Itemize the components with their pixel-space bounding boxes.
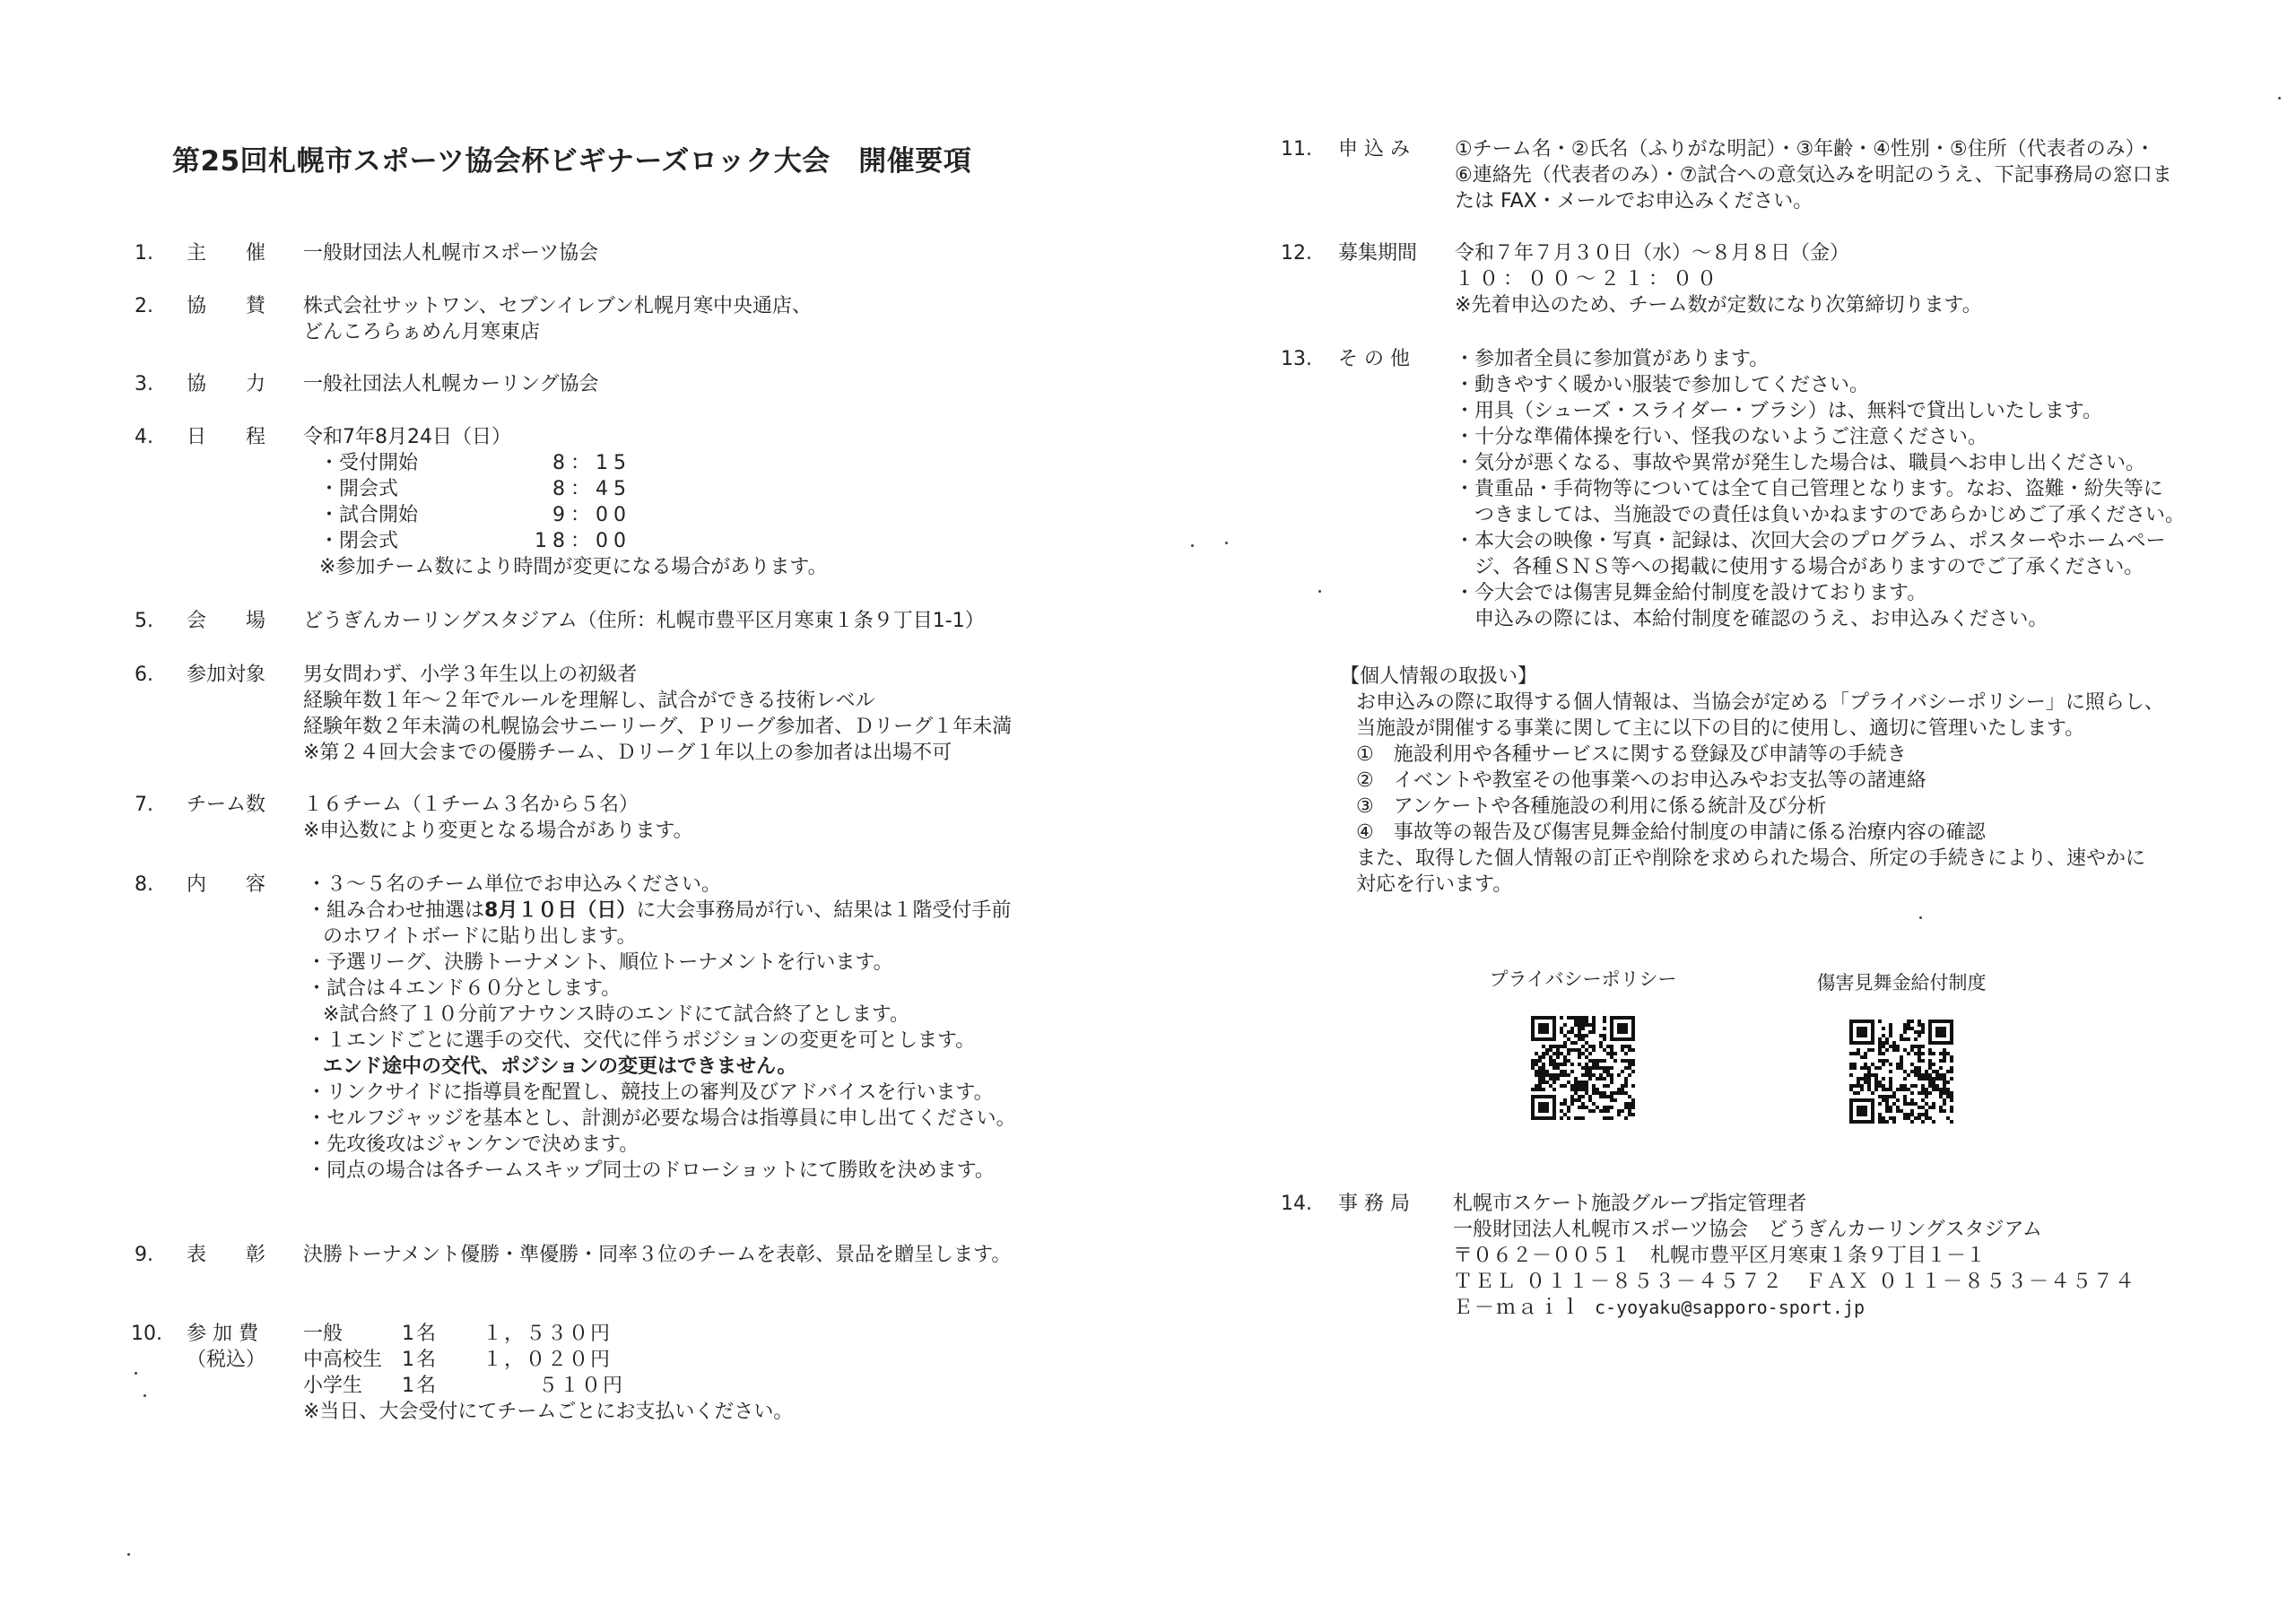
- privacy-item: ① 施設利用や各種サービスに関する登録及び申請等の手続き: [1356, 743, 1907, 766]
- section-label: そ の 他: [1338, 348, 1410, 370]
- scan-speck: [1225, 542, 1228, 544]
- section-text: ・貴重品・手荷物等については全て自己管理となります。なお、盗難・紛失等に: [1455, 478, 2163, 500]
- qr-caption: プライバシーポリシー: [1489, 968, 1677, 990]
- section-label: 募集期間: [1338, 242, 1418, 265]
- section-label: 参 加 費: [187, 1323, 258, 1345]
- section-sublabel: （税込）: [187, 1349, 266, 1371]
- section-label: 事 務 局: [1338, 1193, 1410, 1215]
- period-date: 令和７年７月３０日（水）～８月８日（金）: [1455, 242, 1850, 265]
- section-text: ・参加者全員に参加賞があります。: [1455, 348, 1770, 370]
- scan-speck: [2278, 97, 2281, 100]
- period-note: ※先着申込のため、チーム数が定数になり次第締切ります。: [1455, 294, 1982, 317]
- section-text: ・用具（シューズ・スライダー・ブラシ）は、無料で貸出しいたします。: [1455, 400, 2103, 422]
- section-text: ・同点の場合は各チームスキップ同士のドローショットにて勝敗を決めます。: [307, 1159, 995, 1182]
- section-text: ※試合終了１０分前アナウンス時のエンドにて試合終了とします。: [323, 1003, 910, 1026]
- section-text: ・予選リーグ、決勝トーナメント、順位トーナメントを行います。: [307, 951, 893, 974]
- section-number: 11.: [1281, 138, 1312, 161]
- section-text: 経験年数１年～２年でルールを理解し、試合ができる技術レベル: [303, 690, 875, 712]
- section-label: 参加対象: [187, 664, 266, 686]
- section-number: 4.: [135, 426, 153, 448]
- section-number: 6.: [135, 664, 153, 686]
- scan-speck: [1919, 916, 1922, 919]
- office-phone-fax: ＴＥＬ ０１１－８５３－４５７２ ＦＡＸ ０１１－８５３－４５７４: [1453, 1271, 2136, 1293]
- scan-speck: [1191, 544, 1194, 547]
- section-text: ・セルフジャッジを基本とし、計測が必要な場合は指導員に申し出てください。: [307, 1107, 1016, 1130]
- section-text: 経験年数２年未満の札幌協会サニーリーグ、Ｐリーグ参加者、Ｄリーグ１年未満: [303, 716, 1013, 738]
- section-number: 1.: [135, 242, 153, 265]
- section-text: ・本大会の映像・写真・記録は、次回大会のプログラム、ポスターやホームペー: [1455, 530, 2166, 552]
- schedule-row: ・試合開始 9：00: [319, 504, 631, 526]
- section-text: 株式会社サットワン、セブンイレブン札幌月寒中央通店、: [303, 295, 812, 317]
- section-text: どうぎんカーリングスタジアム（住所：札幌市豊平区月寒東１条９丁目1-1）: [303, 610, 985, 632]
- qr-privacy-policy[interactable]: [1462, 967, 1704, 1127]
- schedule-row: ・閉会式 18：00: [319, 530, 631, 552]
- qr-code-icon[interactable]: [1849, 1020, 1953, 1124]
- privacy-text: また、取得した個人情報の訂正や削除を求められた場合、所定の手続きにより、速やかに: [1356, 847, 2146, 870]
- qr-injury-benefit[interactable]: [1780, 970, 2022, 1131]
- privacy-notice: [1340, 664, 2164, 898]
- section-text: 一般財団法人札幌市スポーツ協会: [303, 242, 599, 265]
- section-label: 日 程: [187, 426, 266, 448]
- scan-speck: [1318, 590, 1321, 593]
- privacy-text: 当施設が開催する事業に関して主に以下の目的に使用し、適切に管理いたします。: [1356, 717, 2085, 740]
- office-text: 札幌市スケート施設グループ指定管理者: [1453, 1193, 1807, 1215]
- section-text: つきましては、当施設での責任は負いかねますのであらかじめご了承ください。: [1455, 504, 2186, 526]
- office-email-line: Ｅ－ｍａｉｌ c-yoyaku@sapporo-sport.jp: [1453, 1297, 1866, 1319]
- section-text: ・先攻後攻はジャンケンで決めます。: [307, 1133, 639, 1156]
- privacy-text: お申込みの際に取得する個人情報は、当協会が定める「プライバシーポリシー」に照らし、: [1356, 691, 2164, 714]
- draw-date-line: ・組み合わせ抽選は8月１０日（日）に大会事務局が行い、結果は１階受付手前: [307, 899, 1012, 922]
- section-label: 内 容: [187, 873, 266, 896]
- section-text-bold: エンド途中の交代、ポジションの変更はできません。: [323, 1055, 797, 1078]
- scan-speck: [144, 1394, 146, 1397]
- section-number: 5.: [135, 610, 153, 632]
- fee-row: 小学生 1名 ５１０円: [303, 1375, 625, 1397]
- schedule-note: ※参加チーム数により時間が変更になる場合があります。: [319, 556, 828, 578]
- section-text: ※申込数により変更となる場合があります。: [303, 820, 693, 842]
- section-text: ・気分が悪くなる、事故や異常が発生した場合は、職員へお申し出ください。: [1455, 452, 2146, 474]
- privacy-item: ② イベントや教室その他事業へのお申込みやお支払等の諸連絡: [1356, 769, 1926, 792]
- section-number: 12.: [1281, 242, 1312, 265]
- qr-caption: 傷害見舞金給付制度: [1816, 972, 1987, 994]
- section-text: 男女問わず、小学３年生以上の初級者: [303, 664, 638, 686]
- section-label: 主 催: [187, 242, 266, 265]
- section-text: １６チーム（１チーム３名から５名）: [303, 794, 639, 816]
- section-text: 決勝トーナメント優勝・準優勝・同率３位のチームを表彰、景品を贈呈します。: [303, 1244, 1012, 1266]
- fee-note: ※当日、大会受付にてチームごとにお支払いください。: [303, 1401, 794, 1423]
- section-number: 2.: [135, 295, 153, 317]
- section-label: 協 賛: [187, 295, 266, 317]
- qr-code-icon[interactable]: [1531, 1016, 1635, 1120]
- schedule-date: 令和7年8月24日（日）: [303, 426, 511, 448]
- section-number: 7.: [135, 794, 153, 816]
- section-text: 申込みの際には、本給付制度を確認のうえ、お申込みください。: [1455, 608, 2048, 630]
- section-label: 表 彰: [187, 1244, 266, 1266]
- section-text: 一般社団法人札幌カーリング協会: [303, 373, 599, 395]
- section-label: 申 込 み: [1338, 138, 1410, 161]
- office-text: 一般財団法人札幌市スポーツ協会 どうぎんカーリングスタジアム: [1453, 1219, 2042, 1241]
- section-text: ・リンクサイドに指導員を配置し、競技上の審判及びアドバイスを行います。: [307, 1081, 994, 1104]
- fee-row: 中高校生 1名 １，０２０円: [303, 1349, 613, 1371]
- section-text: ⑥連絡先（代表者のみ）・⑦試合への意気込みを明記のうえ、下記事務局の窓口ま: [1455, 164, 2172, 187]
- office-address: 〒０６２－００５１ 札幌市豊平区月寒東１条９丁目１－１: [1453, 1245, 1987, 1267]
- section-text: たは FAX・メールでお申込みください。: [1455, 190, 1813, 213]
- scan-speck: [127, 1553, 130, 1556]
- section-label: 協 力: [187, 373, 266, 395]
- section-label: チーム数: [187, 794, 266, 816]
- page-title: 第25回札幌市スポーツ協会杯ビギナーズロック大会 開催要項: [172, 145, 972, 178]
- schedule-row: ・受付開始 8：15: [319, 452, 631, 474]
- privacy-item: ④ 事故等の報告及び傷害見舞金給付制度の申請に係る治療内容の確認: [1356, 821, 1986, 844]
- section-text: のホワイトボードに貼り出します。: [323, 925, 637, 948]
- section-number: 9.: [135, 1244, 153, 1266]
- section-text: ・１エンドごとに選手の交代、交代に伴うポジションの変更を可とします。: [307, 1029, 976, 1052]
- section-number: 13.: [1281, 348, 1312, 370]
- office-email[interactable]: c-yoyaku@sapporo-sport.jp: [1595, 1297, 1866, 1318]
- section-number: 8.: [135, 873, 153, 896]
- section-text: どんころらぁめん月寒東店: [303, 321, 541, 343]
- scan-speck: [135, 1372, 137, 1375]
- section-text: ・今大会では傷害見舞金給付制度を設けております。: [1455, 582, 1927, 604]
- section-text: ・試合は４エンド６０分とします。: [307, 977, 622, 1000]
- privacy-text: 対応を行います。: [1356, 873, 1513, 896]
- period-hours: １０：００～２１：００: [1455, 268, 1722, 291]
- section-text: ※第２４回大会までの優勝チーム、Ｄリーグ１年以上の参加者は出場不可: [303, 742, 952, 764]
- privacy-item: ③ アンケートや各種施設の利用に係る統計及び分析: [1356, 795, 1827, 818]
- section-number: 14.: [1281, 1193, 1312, 1215]
- section-text: ・十分な準備体操を行い、怪我のないようご注意ください。: [1455, 426, 1988, 448]
- section-text: ①チーム名・②氏名（ふりがな明記）・③年齢・④性別・⑤住所（代表者のみ）・: [1455, 138, 2155, 161]
- section-text: ・３～５名のチーム単位でお申込みください。: [307, 873, 722, 896]
- fee-row: 一般 1名 １，５３０円: [303, 1323, 613, 1345]
- privacy-heading: 【個人情報の取扱い】: [1340, 665, 1538, 688]
- section-number: 3.: [135, 373, 153, 395]
- section-number: 10.: [131, 1323, 162, 1345]
- section-text: ジ、各種ＳＮＳ等への掲載に使用する場合がありますのでご了承ください。: [1455, 556, 2144, 578]
- section-label: 会 場: [187, 610, 266, 632]
- section-text: ・動きやすく暖かい服装で参加してください。: [1455, 374, 1870, 396]
- schedule-row: ・開会式 8：45: [319, 478, 631, 500]
